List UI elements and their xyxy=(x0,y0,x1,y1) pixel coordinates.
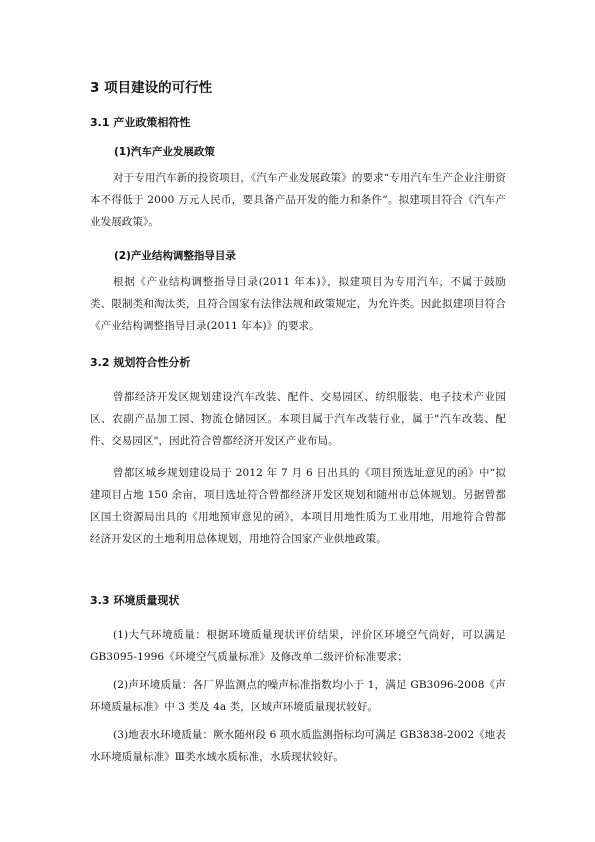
section-3-3-heading: 3.3 环境质量现状 xyxy=(90,594,180,607)
subsection-automotive-policy-heading: (1)汽车产业发展政策 xyxy=(114,146,215,158)
section-3-heading: 3 项目建设的可行性 xyxy=(90,80,213,96)
industry-catalog-paragraph: 根据《产业结构调整指导目录(2011 年本)》，拟建项目为专用汽车，不属于鼓励类、限制类和淘汰类，且符合国家有法律法规和政策规定，为允许类。因此拟建项目符合《产业结构调整指导目录(2011 年本)》的要求。 xyxy=(90,276,506,332)
surface-water-paragraph: (3)地表水环境质量：厥水随州段 6 项水质监测指标均可满足 GB3838-2002《地表水环境质量标准》Ⅲ类水域水质标准，水质现状较好。 xyxy=(90,729,506,763)
planning-paragraph-1: 曾都经济开发区规划建设汽车改装、配件、交易园区、纺织服装、电子技术产业园区、农副产品加工园、物流仓储园区。本项目属于汽车改装行业，属于"汽车改装、配件、交易园区"，因此符合曾都经济开发区产业布局。 xyxy=(90,391,506,447)
section-3-1-heading: 3.1 产业政策相符性 xyxy=(90,116,191,129)
noise-quality-paragraph: (2)声环境质量：各厂界监测点的噪声标准指数均小于 1，满足 GB3096-2008《声环境质量标准》中 3 类及 4a 类，区域声环境质量现状较好。 xyxy=(90,679,506,713)
air-quality-paragraph: (1)大气环境质量：根据环境质量现状评价结果，评价区环境空气尚好，可以满足 GB3095-1996《环境空气质量标准》及修改单二级评价标准要求； xyxy=(90,629,506,663)
section-3-2-heading: 3.2 规划符合性分析 xyxy=(90,356,191,369)
subsection-industry-catalog-heading: (2)产业结构调整指导目录 xyxy=(114,250,236,262)
automotive-policy-paragraph: 对于专用汽车新的投资项目，《汽车产业发展政策》的要求“专用汽车生产企业注册资本不得低于 2000 万元人民币，要具备产品开发的能力和条件”。拟建项目符合《汽车产业发展政策》。 xyxy=(90,172,506,228)
planning-paragraph-2: 曾都区城乡规划建设局于 2012 年 7 月 6 日出具的《项目预选址意见的函》中“拟建项目占地 150 余亩，项目选址符合曾都经济开发区规划和随州市总体规划。另据曾都区国土资源局出具的《用地预审意见的函》，本项目用地性质为工业用地，用地符合曾都经济开发区的土地利用总体规划，用地符合国家产业供地政策。 xyxy=(90,467,506,545)
